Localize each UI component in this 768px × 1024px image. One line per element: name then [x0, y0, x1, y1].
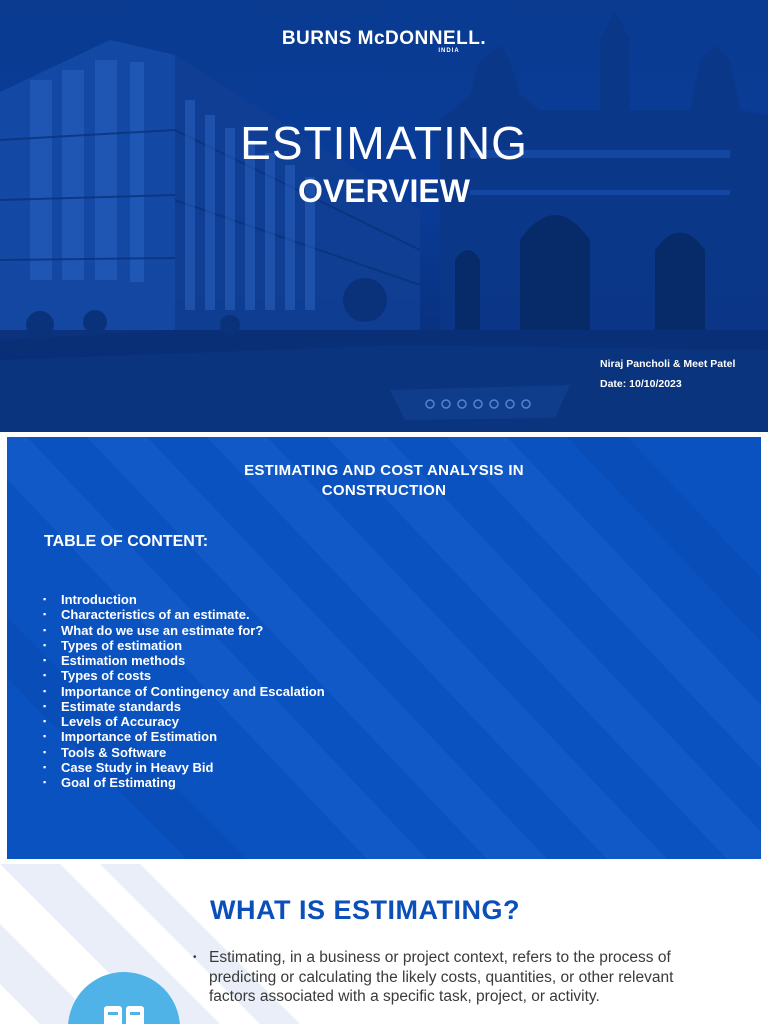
toc-item — [43, 592, 325, 607]
toc-item — [43, 668, 325, 683]
bullet-icon: ▪ — [43, 609, 47, 620]
company-logo — [0, 28, 768, 54]
toc-item-label: Tools & Software — [61, 744, 167, 760]
slide-title-line-1: ESTIMATING AND COST ANALYSIS IN — [244, 462, 524, 479]
toc-item-label: Characteristics of an estimate. — [61, 607, 250, 623]
toc-item-label: Case Study in Heavy Bid — [61, 759, 214, 775]
toc-item-label: Levels of Accuracy — [61, 714, 180, 729]
toc-item-label: Introduction — [61, 592, 137, 607]
toc-item-label: Importance of Estimation — [61, 729, 218, 745]
toc-item-label: Importance of Contingency and Escalation — [61, 683, 325, 699]
cover-authors: Niraj Pancholi & Meet Patel — [600, 358, 736, 370]
toc-item — [43, 729, 325, 744]
cover-subtitle: OVERVIEW — [298, 173, 470, 209]
toc-item — [43, 684, 325, 699]
slide-heading: WHAT IS ESTIMATING? — [210, 895, 520, 925]
bullet-icon: ▪ — [43, 731, 47, 742]
bullet-icon: ▪ — [43, 655, 47, 665]
toc-item-label: Types of costs — [61, 668, 152, 684]
table-of-contents-slide — [7, 437, 761, 859]
toc-item — [43, 745, 325, 760]
toc-item — [43, 699, 325, 714]
cover-date: Date: 10/10/2023 — [600, 378, 682, 390]
bullet-icon: • — [193, 952, 197, 963]
toc-item-label: Estimate standards — [61, 698, 181, 714]
bullet-icon: ▪ — [43, 670, 47, 681]
bullet-icon: ▪ — [43, 777, 47, 787]
bullet-icon: ▪ — [43, 761, 47, 772]
toc-item-label: Types of estimation — [61, 637, 183, 653]
document-glyph-icon — [102, 1002, 146, 1024]
toc-item-label: Goal of Estimating — [61, 775, 176, 790]
slide-title-line-2: CONSTRUCTION — [321, 482, 447, 499]
toc-heading: TABLE OF CONTENT: — [44, 533, 209, 550]
toc-item — [43, 623, 325, 638]
toc-item — [43, 607, 325, 622]
toc-item-label: What do we use an estimate for? — [61, 622, 264, 638]
cover-slide — [0, 0, 768, 432]
bullet-icon: ▪ — [43, 716, 47, 726]
toc-item-label: Estimation methods — [61, 653, 186, 668]
bullet-icon: ▪ — [43, 624, 47, 635]
toc-item — [43, 714, 325, 729]
toc-item — [43, 638, 325, 653]
definition-text: Estimating, in a business or project context, refers to the process of predicting or calculating the likely costs, quantities, or other relevant factors associated with a specific task, project, or activity. — [209, 949, 674, 1005]
toc-item — [43, 760, 325, 775]
what-is-estimating-slide — [0, 864, 768, 1024]
logo-wordmark: BURNS McDONNELL. — [281, 28, 487, 49]
toc-item — [43, 775, 325, 790]
bullet-icon: ▪ — [43, 639, 47, 650]
bullet-icon: ▪ — [43, 594, 47, 604]
definition-paragraph — [193, 948, 713, 1007]
bullet-icon: ▪ — [43, 685, 47, 696]
bullet-icon: ▪ — [43, 700, 47, 711]
cover-title: ESTIMATING — [240, 117, 528, 169]
toc-list — [43, 592, 325, 790]
logo-subtext: INDIA — [438, 48, 460, 54]
toc-item — [43, 653, 325, 668]
slide-title — [7, 461, 761, 501]
bullet-icon: ▪ — [43, 746, 47, 757]
